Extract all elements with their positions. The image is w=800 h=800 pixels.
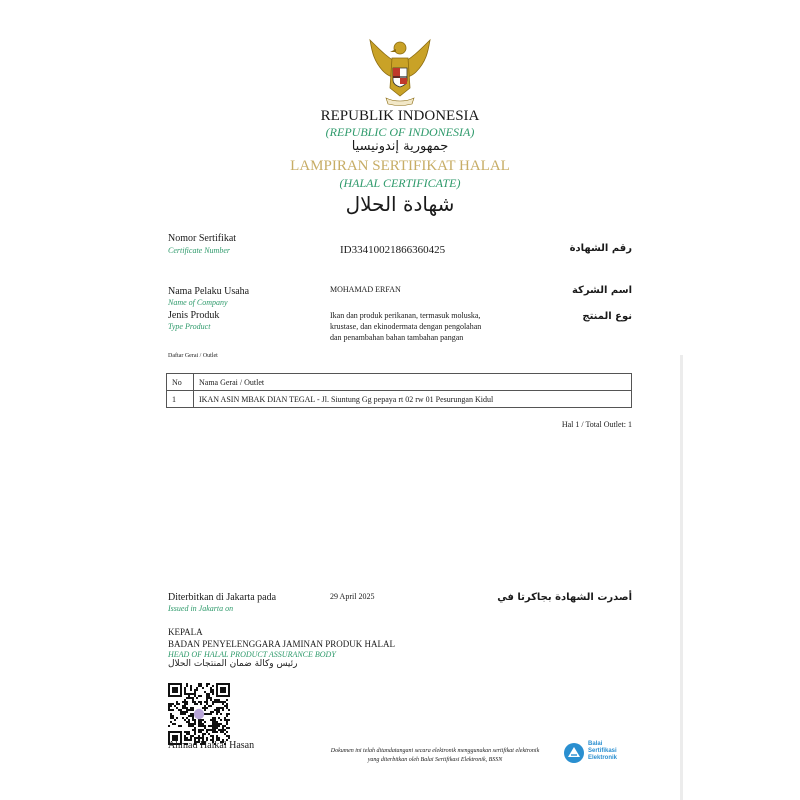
bsre-text-line-3: Elektronik xyxy=(588,755,618,761)
qr-code-icon xyxy=(168,683,230,745)
outlet-pagination: Hal 1 / Total Outlet: 1 xyxy=(561,420,632,429)
bsre-text-line-2: Sertifikasi xyxy=(588,748,617,754)
issued-label-ar: أصدرت الشهادة بجاكرتا في xyxy=(497,592,632,603)
bsre-logo-text xyxy=(588,741,617,762)
product-value-line-2: krustase, dan ekinodermata dengan pengolahan xyxy=(330,322,482,331)
issued-date: 29 April 2025 xyxy=(330,592,375,601)
signatory-name: Ahmad Haikal Hasan xyxy=(168,740,255,751)
company-label: Nama Pelaku Usaha xyxy=(168,286,250,297)
page-edge-shadow xyxy=(680,355,683,800)
company-label-en: Name of Company xyxy=(168,298,228,307)
electronic-signature-note-line-1: Dokumen ini telah ditandatangani secara elektronik menggunakan sertifikat elektronik xyxy=(330,748,540,754)
table-row xyxy=(167,391,632,408)
outlet-caption: Daftar Gerai / Outlet xyxy=(168,353,218,359)
certificate-title: LAMPIRAN SERTIFIKAT HALAL xyxy=(290,158,510,174)
company-value: MOHAMAD ERFAN xyxy=(330,285,401,294)
bsre-logo-icon xyxy=(562,741,586,765)
issued-label: Diterbitkan di Jakarta pada xyxy=(168,592,277,603)
outlet-table xyxy=(166,373,632,408)
outlet-no: 1 xyxy=(167,391,194,408)
col-no-header: No xyxy=(167,374,194,391)
certificate-title-ar: شهادة الحلال xyxy=(345,192,455,216)
cert-number-value: ID33410021866360425 xyxy=(340,244,446,256)
republic-title-ar: جمهورية إندونيسيا xyxy=(351,139,449,154)
col-name-header: Nama Gerai / Outlet xyxy=(194,374,632,391)
outlet-name: IKAN ASIN MBAK DIAN TEGAL - Jl. Siuntung Gg pepaya rt 02 rw 01 Pesurungan Kidul xyxy=(194,391,632,408)
electronic-signature-note xyxy=(300,747,570,765)
product-label-en: Type Product xyxy=(168,322,211,331)
product-value xyxy=(330,310,481,343)
issued-label-en: Issued in Jakarta on xyxy=(168,604,234,613)
signatory-title: KEPALA xyxy=(168,627,203,637)
signatory-body: BADAN PENYELENGGARA JAMINAN PRODUK HALAL xyxy=(168,639,395,649)
product-value-line-1: Ikan dan produk perikanan, termasuk moluska, xyxy=(330,311,481,320)
republic-title: REPUBLIK INDONESIA xyxy=(320,108,480,124)
signatory-body-ar: رئيس وكالة ضمان المنتجات الحلال xyxy=(168,659,298,669)
garuda-emblem-icon xyxy=(362,34,438,106)
cert-number-label: Nomor Sertifikat xyxy=(168,233,237,244)
outlet-table-header xyxy=(167,374,632,391)
republic-title-en: (REPUBLIC OF INDONESIA) xyxy=(325,125,475,139)
company-label-ar: اسم الشركة xyxy=(571,285,632,296)
product-label: Jenis Produk xyxy=(168,310,220,321)
certificate-title-en: (HALAL CERTIFICATE) xyxy=(339,176,461,190)
cert-number-label-en: Certificate Number xyxy=(168,246,230,255)
signatory-body-en: HEAD OF HALAL PRODUCT ASSURANCE BODY xyxy=(168,650,336,659)
product-value-line-3: dan penambahan bahan tambahan pangan xyxy=(330,333,464,342)
cert-number-label-ar: رقم الشهادة xyxy=(569,243,632,254)
bsre-text-line-1: Balai xyxy=(588,741,603,747)
electronic-signature-note-line-2: yang diterbitkan oleh Balai Sertifikasi Elektronik, BSSN xyxy=(367,757,503,763)
product-label-ar: نوع المنتج xyxy=(582,311,632,322)
